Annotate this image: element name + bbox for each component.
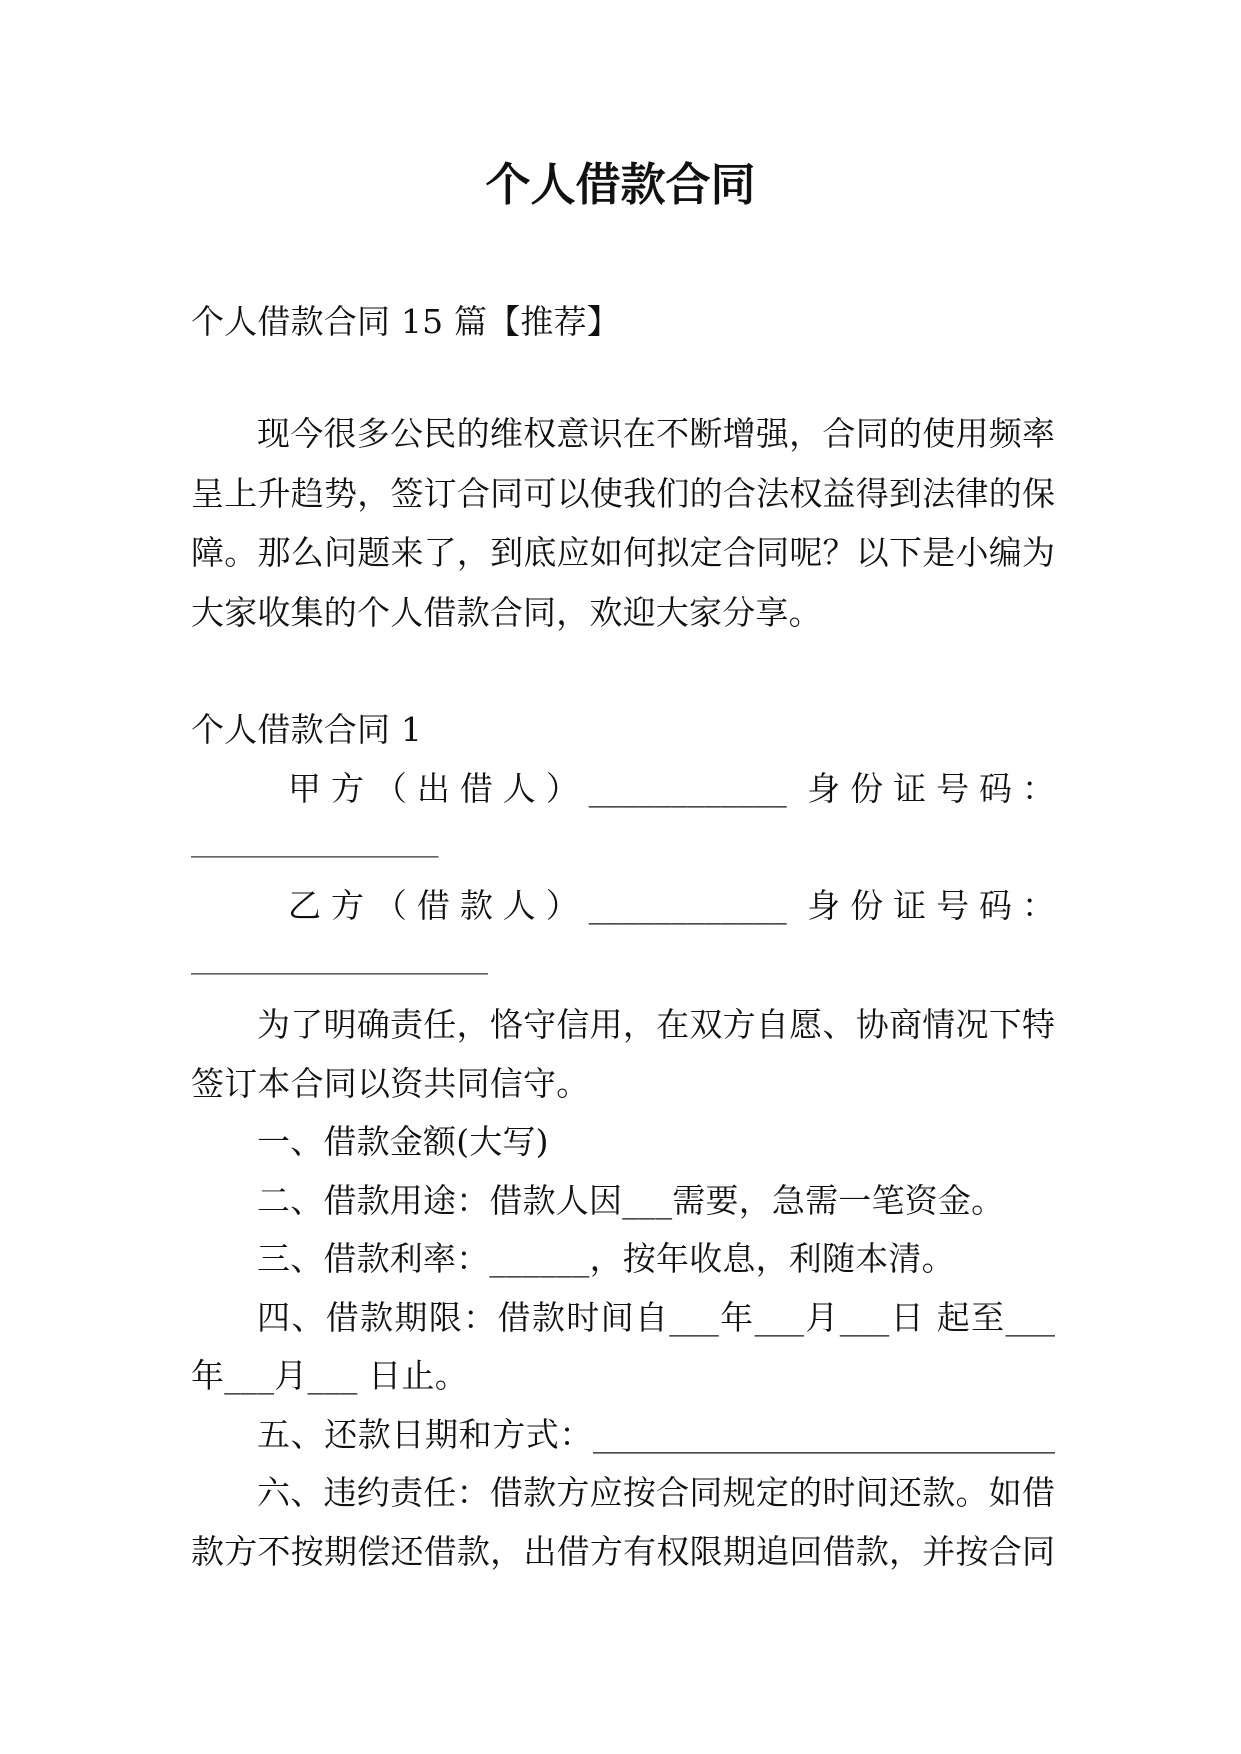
party-a-id-blank: _______________: [191, 819, 439, 858]
party-b-line: 乙方（借款人）____________ 身份证号码：: [288, 886, 1055, 925]
party-a-id-blank-block: [191, 809, 1055, 868]
document-subtitle: 个人借款合同 15 篇【推荐】: [191, 302, 620, 341]
contract-heading: 个人借款合同 1: [191, 710, 423, 749]
clause-line: 五、还款日期和方式：____________________________: [257, 1414, 1055, 1454]
party-a-line: 甲方（出借人）____________ 身份证号码：: [288, 769, 1055, 808]
subtitle-block: [191, 292, 1055, 351]
clause-line: 三、借款利率：______，按年收息，利随本清。: [257, 1239, 955, 1278]
party-b-id-blank-block: [191, 926, 1055, 985]
contract-heading-block: [191, 700, 1055, 759]
intro-line: 大家收集的个人借款合同，欢迎大家分享。: [191, 592, 822, 632]
clause-line: 二、借款用途：借款人因___需要，急需一笔资金。: [257, 1180, 1005, 1220]
clause-line: 签订本合同以资共同信守。: [191, 1063, 590, 1103]
document-title: 个人借款合同: [485, 158, 756, 211]
clause-line: 年___月___ 日止。: [191, 1356, 468, 1395]
clause-line: 一、借款金额(大写): [257, 1122, 549, 1161]
intro-paragraph: [191, 404, 1055, 642]
intro-line: 现今很多公民的维权意识在不断增强，合同的使用频率: [257, 414, 1055, 453]
party-b-id-blank: __________________: [191, 936, 488, 975]
contract-clauses: [191, 996, 1055, 1581]
clause-line: 为了明确责任，恪守信用，在双方自愿、协商情况下特: [257, 1005, 1055, 1044]
intro-line: 呈上升趋势，签订合同可以使我们的合法权益得到法律的保: [191, 473, 1055, 513]
clause-line: 款方不按期偿还借款，出借方有权限期追回借款，并按合同: [191, 1531, 1055, 1571]
intro-line: 障。那么问题来了，到底应如何拟定合同呢？以下是小编为: [191, 533, 1055, 573]
clause-line: 四、借款期限：借款时间自___年___月___日 起至___: [257, 1297, 1055, 1337]
clause-line: 六、违约责任：借款方应按合同规定的时间还款。如借: [257, 1473, 1055, 1512]
